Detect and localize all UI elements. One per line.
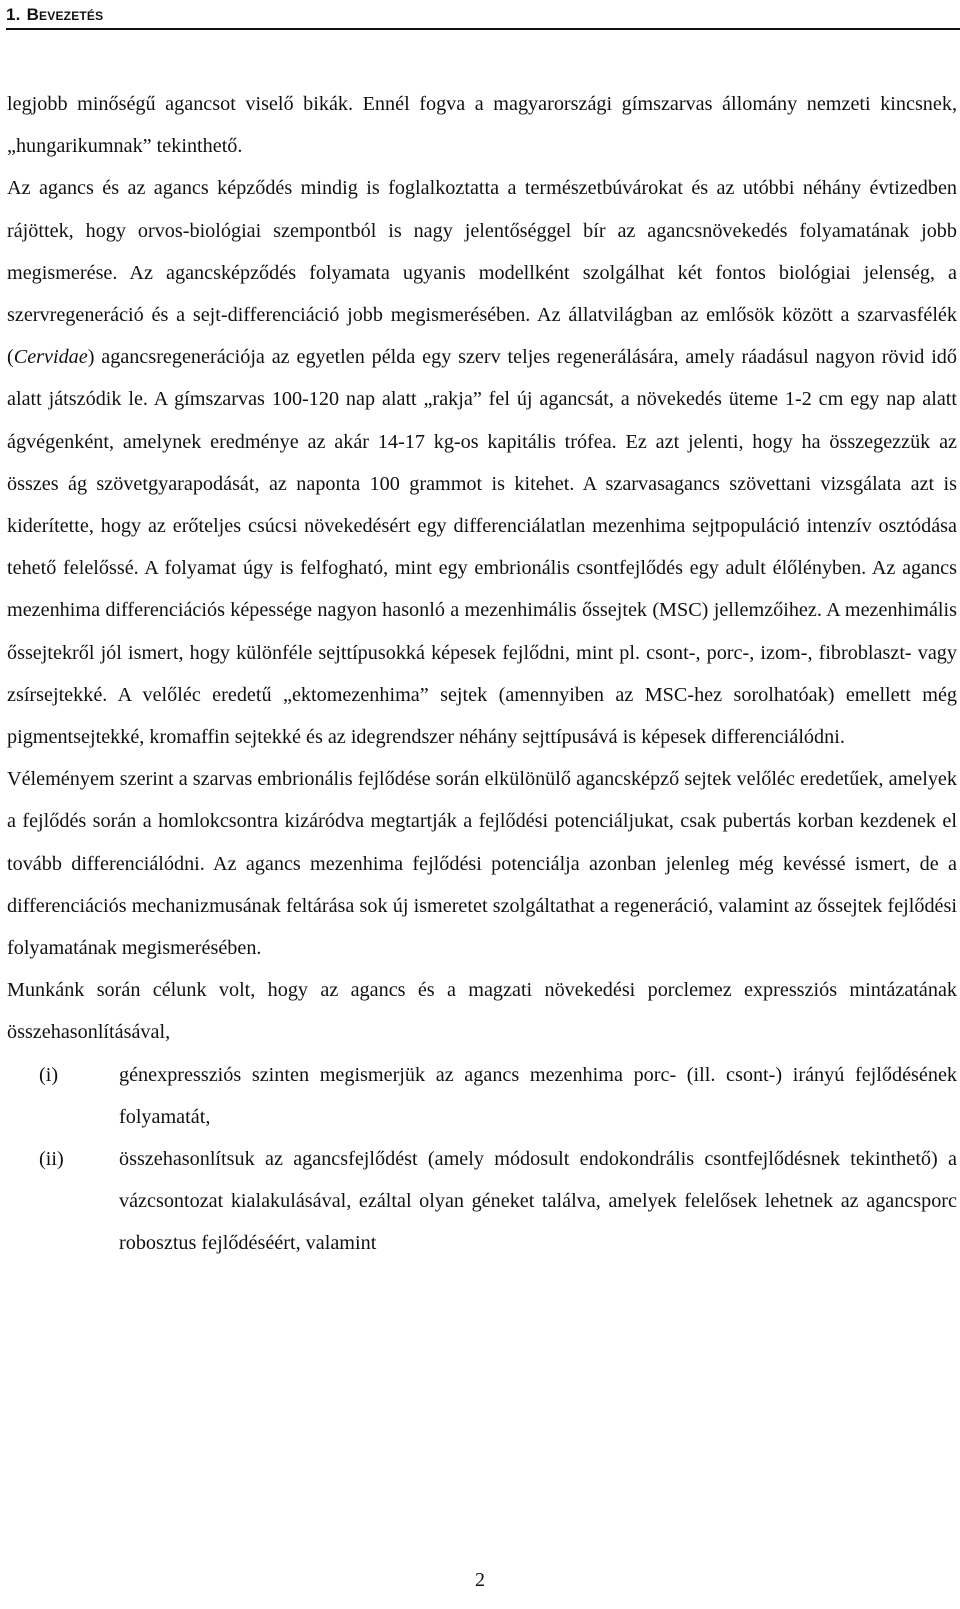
list-marker: (ii): [39, 1148, 64, 1171]
list-item: [7, 1138, 957, 1265]
page-number: 2: [475, 1569, 485, 1591]
list-item-text: összehasonlítsuk az agancsfejlődést (amely módosult endokondrális csontfejlődésnek tekinthető) a vázcsontozat kialakulásával, ezáltal olyan géneket találva, amelyek felelősek lehetnek az agancsporc robosztus fejlődéséért, valamint: [119, 1148, 957, 1255]
paragraph-antler-research: [7, 167, 957, 758]
running-header: [6, 4, 960, 30]
paragraph-aims: Munkánk során célunk volt, hogy az agancs és a magzati növekedési porclemez expressziós mintázatának összehasonlításával,: [7, 979, 957, 1044]
aims-list: [7, 1054, 957, 1265]
chapter-number: 1.: [6, 5, 21, 24]
paragraph-text: Az agancs és az agancs képződés mindig is foglalkoztatta a természetbúvárokat és az utóbbi néhány évtizedben rájöttek, hogy orvos-biológiai szempontból is nagy jelentőséggel bír az agancsnövekedés folyamatának jobb megismerése. Az agancsképződés folyamata ugyanis modellként szolgálhat két fontos biológiai jelenség, a szervregeneráció és a sejt-differenciáció jobb megismerésében. Az állatvilágban az emlősök között a szarvasfélék (: [7, 177, 957, 369]
body-text: [7, 83, 957, 1265]
list-item: [7, 1054, 957, 1138]
paragraph-text: ) agancsregenerációja az egyetlen példa egy szerv teljes regenerálására, amely ráadásul nagyon rövid idő alatt játszódik le. A gímszarvas 100-120 nap alatt „rakja” fel új agancsát, a növekedés üteme 1-2 cm egy nap alatt ágvégenként, amelynek eredménye az akár 14-17 kg-os kapitális trófea. Ez azt jelenti, hogy ha összegezzük az összes ág szövetgyarapodását, az naponta 100 grammot is kitehet. A szarvasagancs szövettani vizsgálata azt is kiderítette, hogy az erőteljes csúcsi növekedésért egy differenciálatlan mezenhima sejtpopuláció intenzív osztódása tehető felelőssé. A folyamat úgy is felfogható, mint egy embrionális csontfejlődés egy adult élőlényben. Az agancs mezenhima differenciációs képessége nagyon hasonló a mezenhimális őssejtek (MSC) jellemzőihez. A mezenhimális őssejtekről jól ismert, hogy különféle sejttípusokká képesek fejlődni, mint pl. csont-, porc-, izom-, fibroblaszt- vagy zsírsejtekké. A velőléc eredetű „ektomezenhima” sejtek (amennyiben az MSC-hez sorolhatóak) emellett még pigmentsejtekké, kromaffin sejtekké és az idegrendszer néhány sejttípusává is képesek differenciálódni.: [7, 346, 957, 749]
paragraph-continuation: legjobb minőségű agancsot viselő bikák. Ennél fogva a magyarországi gímszarvas állomány nemzeti kincsnek, „hungarikumnak” tekinthető.: [7, 93, 957, 158]
chapter-title: Bevezetés: [26, 5, 104, 24]
taxon-name: Cervidae: [13, 346, 88, 369]
list-item-text: génexpressziós szinten megismerjük az agancs mezenhima porc- (ill. csont-) irányú fejlődésének folyamatát,: [119, 1063, 957, 1128]
paragraph-opinion: Véleményem szerint a szarvas embrionális fejlődése során elkülönülő agancsképző sejtek velőléc eredetűek, amelyek a fejlődés során a homlokcsontra kizáródva megtartják a fejlődési potenciáljukat, csak pubertás korban kezdenek el tovább differenciálódni. Az agancs mezenhima fejlődési potenciálja azonban jelenleg még kevéssé ismert, de a differenciációs mechanizmusának feltárása sok új ismeretet szolgáltathat a regeneráció, valamint az őssejtek fejlődési folyamatának megismerésében.: [7, 768, 957, 960]
list-marker: (i): [39, 1063, 59, 1086]
